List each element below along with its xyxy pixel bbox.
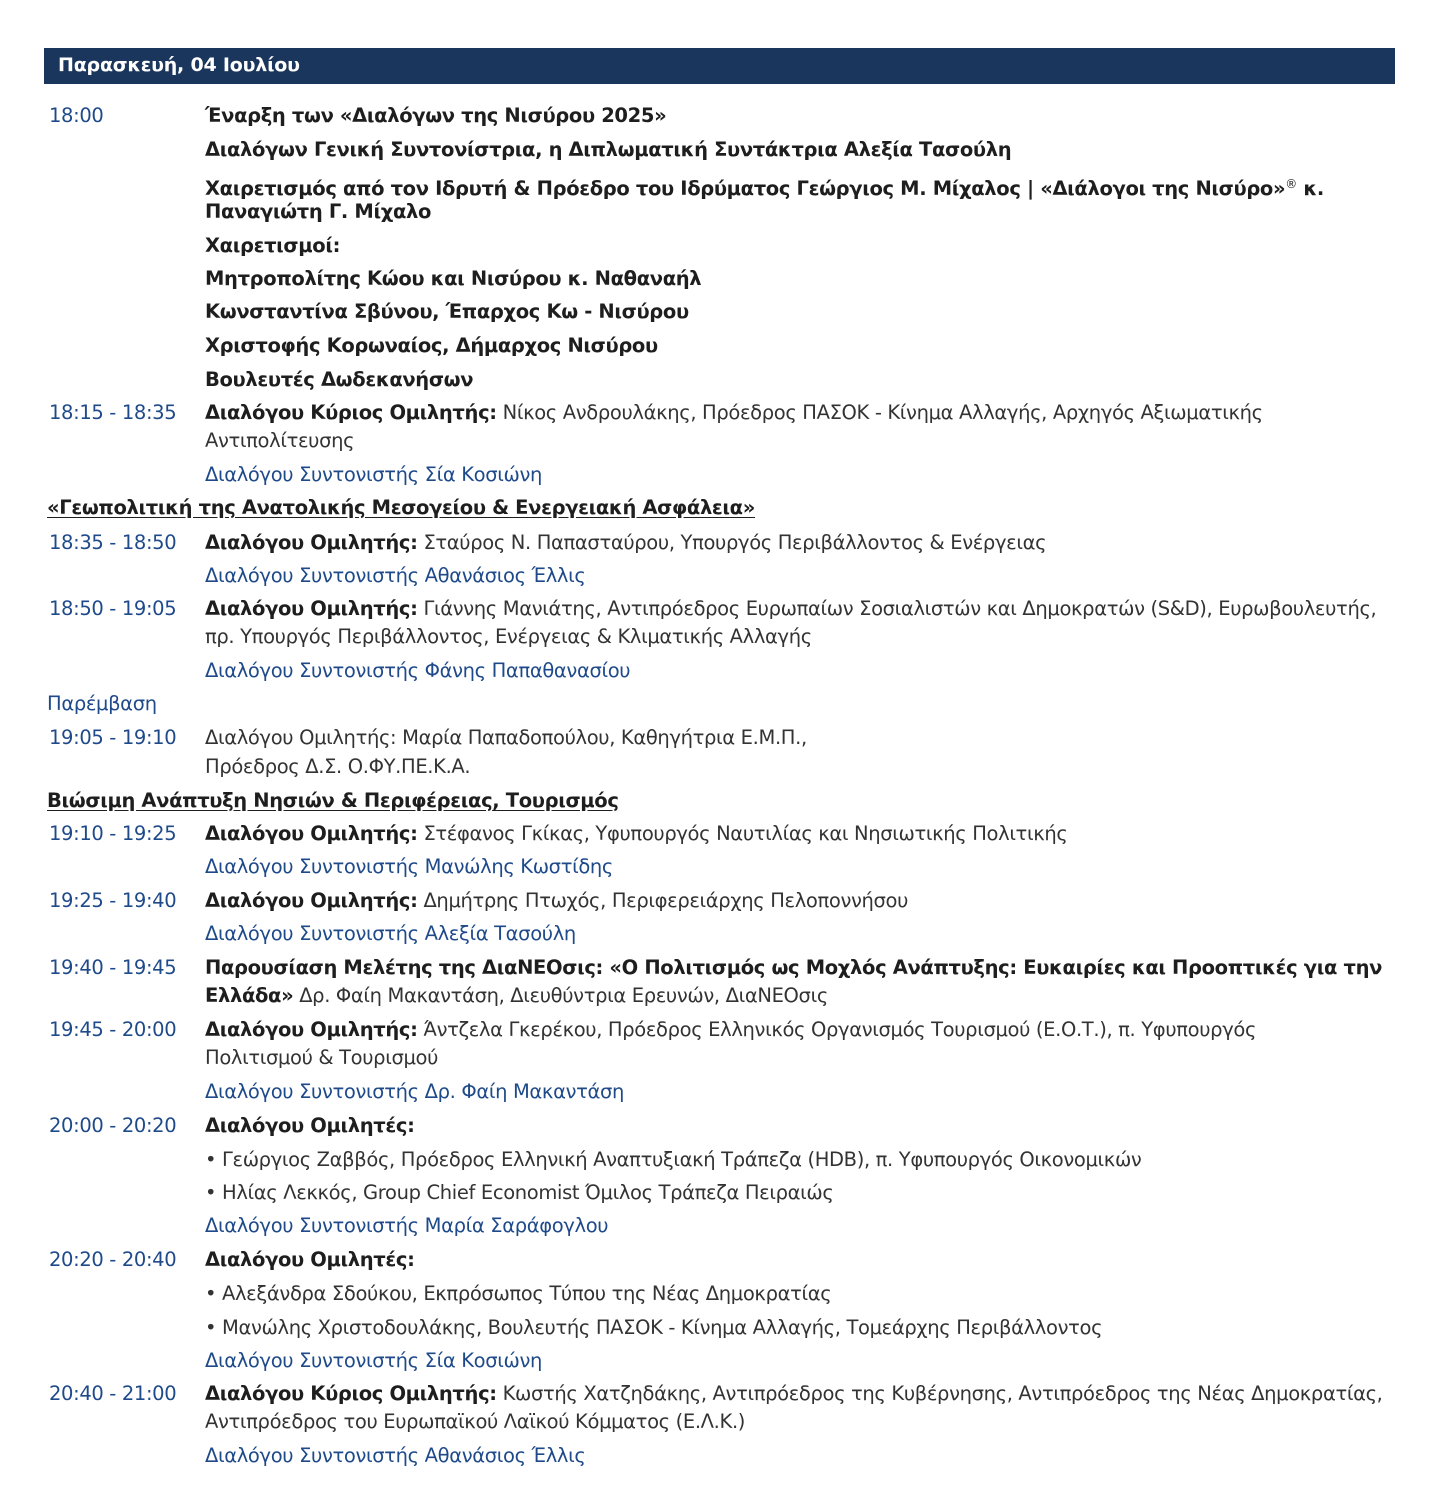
speaker-line: Διαλόγου Ομιλητής: Μαρία Παπαδοπούλου, Καθηγήτρια Ε.Μ.Π., xyxy=(205,726,807,749)
speaker-bullet: • Γεώργιος Ζαββός, Πρόεδρος Ελληνική Αναπτυξιακή Τράπεζα (HDB), π. Υφυπουργός Οικονομικών xyxy=(205,1148,1142,1171)
time-label: 20:40 - 21:00 xyxy=(49,1382,177,1405)
study-presentation-cont: Ελλάδα» Δρ. Φαίη Μακαντάση, Διευθύντρια Ερευνών, ΔιαΝΕΟσις xyxy=(205,984,828,1007)
moderator-line: Διαλόγου Συντονιστής Σία Κοσιώνη xyxy=(205,1349,543,1372)
greeting-founder-cont: Παναγιώτη Γ. Μίχαλο xyxy=(205,200,432,223)
speaker-bullet: • Μανώλης Χριστοδουλάκης, Βουλευτής ΠΑΣΟΚ - Κίνημα Αλλαγής, Τομεάρχης Περιβάλλοντος xyxy=(205,1316,1103,1339)
time-label: 19:05 - 19:10 xyxy=(49,726,177,749)
opening-title: Έναρξη των «Διαλόγων της Νισύρου 2025» xyxy=(205,104,667,127)
speaker-line: Διαλόγου Κύριος Ομιλητής: Νίκος Ανδρουλάκης, Πρόεδρος ΠΑΣΟΚ - Κίνημα Αλλαγής, Αρχηγός Αξιωματικής xyxy=(205,401,1263,424)
moderator-line: Διαλόγου Συντονιστής Αθανάσιος Έλλις xyxy=(205,564,586,587)
speaker-role: Διαλόγου Ομιλητές: xyxy=(205,1248,415,1271)
greeting-name: Βουλευτές Δωδεκανήσων xyxy=(205,368,474,391)
speaker-bullet: • Ηλίας Λεκκός, Group Chief Economist Όμιλος Τράπεζα Πειραιώς xyxy=(205,1181,834,1204)
speaker-role: Διαλόγου Ομιλητής: xyxy=(205,1018,418,1041)
speaker-role: Διαλόγου Κύριος Ομιλητής: xyxy=(205,401,497,424)
greeting-name: Κωνσταντίνα Σβύνου, Έπαρχος Κω - Νισύρου xyxy=(205,300,689,323)
time-label: 18:00 xyxy=(49,104,104,127)
greeting-founder: Χαιρετισμός από τον Ιδρυτή & Πρόεδρο του Ιδρύματος Γεώργιος Μ. Μίχαλος | «Διάλογοι της Νισύρο»® κ. xyxy=(205,177,1324,200)
greeting-name: Χριστοφής Κορωναίος, Δήμαρχος Νισύρου xyxy=(205,334,658,357)
study-presentation-title: Παρουσίαση Μελέτης της ΔιαΝΕΟσις: «Ο Πολιτισμός ως Μοχλός Ανάπτυξης: Ευκαιρίες και Προοπτικές για την xyxy=(205,956,1383,979)
speaker-line-cont: Πολιτισμού & Τουρισμού xyxy=(205,1046,439,1069)
speaker-line: Διαλόγου Ομιλητής: Άντζελα Γκερέκου, Πρόεδρος Ελληνικός Οργανισμός Τουρισμού (Ε.Ο.Τ.), π. Υφυπουργός xyxy=(205,1018,1257,1041)
intervention-label: Παρέμβαση xyxy=(47,692,157,715)
moderator-line: Διαλόγου Συντονιστής Μαρία Σαράφογλου xyxy=(205,1214,609,1237)
speaker-role: Διαλόγου Ομιλητής: xyxy=(205,531,418,554)
speaker-role: Διαλόγου Ομιλητής: xyxy=(205,822,418,845)
speaker-role: Διαλόγου Ομιλητές: xyxy=(205,1114,415,1137)
day-header-bar xyxy=(44,48,1395,84)
general-coordinator: Διαλόγων Γενική Συντονίστρια, η Διπλωματική Συντάκτρια Αλεξία Τασούλη xyxy=(205,138,1012,161)
moderator-line: Διαλόγου Συντονιστής Φάνης Παπαθανασίου xyxy=(205,659,631,682)
speaker-line: Διαλόγου Ομιλητής: Στέφανος Γκίκας, Υφυπουργός Ναυτιλίας και Νησιωτικής Πολιτικής xyxy=(205,822,1068,845)
speaker-line: Διαλόγου Κύριος Ομιλητής: Κωστής Χατζηδάκης, Αντιπρόεδρος της Κυβέρνησης, Αντιπρόεδρος της Νέας Δημοκρατίας, xyxy=(205,1382,1383,1405)
speaker-line-cont: Αντιπρόεδρος του Ευρωπαϊκού Λαϊκού Κόμματος (Ε.Λ.Κ.) xyxy=(205,1410,746,1433)
time-label: 19:25 - 19:40 xyxy=(49,889,177,912)
moderator-line: Διαλόγου Συντονιστής Δρ. Φαίη Μακαντάση xyxy=(205,1080,625,1103)
section-heading: Βιώσιμη Ανάπτυξη Νησιών & Περιφέρειας, Τουρισμός xyxy=(47,789,619,812)
speaker-line-cont: Πρόεδρος Δ.Σ. Ο.ΦΥ.ΠΕ.Κ.Α. xyxy=(205,755,471,778)
time-label: 19:40 - 19:45 xyxy=(49,956,177,979)
speaker-line: Διαλόγου Ομιλητής: Σταύρος Ν. Παπασταύρου, Υπουργός Περιβάλλοντος & Ενέργειας xyxy=(205,531,1047,554)
greetings-heading: Χαιρετισμοί: xyxy=(205,234,341,257)
time-label: 20:00 - 20:20 xyxy=(49,1114,177,1137)
speaker-role: Διαλόγου Κύριος Ομιλητής: xyxy=(205,1382,497,1405)
time-label: 19:45 - 20:00 xyxy=(49,1018,177,1041)
speaker-role: Διαλόγου Ομιλητής: xyxy=(205,889,418,912)
speaker-line: Διαλόγου Ομιλητής: Δημήτρης Πτωχός, Περιφερειάρχης Πελοποννήσου xyxy=(205,889,909,912)
moderator-line: Διαλόγου Συντονιστής Αθανάσιος Έλλις xyxy=(205,1444,586,1467)
time-label: 18:35 - 18:50 xyxy=(49,531,177,554)
speaker-line: Διαλόγου Ομιλητής: Γιάννης Μανιάτης, Αντιπρόεδρος Ευρωπαίων Σοσιαλιστών και Δημοκρατών (S&D), Ευρωβουλευτής, xyxy=(205,597,1377,620)
greeting-name: Μητροπολίτης Κώου και Νισύρου κ. Ναθαναήλ xyxy=(205,267,702,290)
time-label: 18:15 - 18:35 xyxy=(49,401,177,424)
registered-mark: ® xyxy=(1285,177,1297,191)
moderator-line: Διαλόγου Συντονιστής Σία Κοσιώνη xyxy=(205,463,543,486)
time-label: 19:10 - 19:25 xyxy=(49,822,177,845)
moderator-line: Διαλόγου Συντονιστής Μανώλης Κωστίδης xyxy=(205,855,614,878)
speaker-line-cont: πρ. Υπουργός Περιβάλλοντος, Ενέργειας & Κλιματικής Αλλαγής xyxy=(205,625,812,648)
day-title: Παρασκευή, 04 Ιουλίου xyxy=(58,54,300,76)
section-heading: «Γεωπολιτική της Ανατολικής Μεσογείου & Ενεργειακή Ασφάλεια» xyxy=(47,496,755,519)
moderator-line: Διαλόγου Συντονιστής Αλεξία Τασούλη xyxy=(205,922,576,945)
speaker-role: Διαλόγου Ομιλητής: xyxy=(205,597,418,620)
speaker-bullet: • Αλεξάνδρα Σδούκου, Εκπρόσωπος Τύπου της Νέας Δημοκρατίας xyxy=(205,1282,832,1305)
time-label: 18:50 - 19:05 xyxy=(49,597,177,620)
speaker-line-cont: Αντιπολίτευσης xyxy=(205,429,355,452)
time-label: 20:20 - 20:40 xyxy=(49,1248,177,1271)
